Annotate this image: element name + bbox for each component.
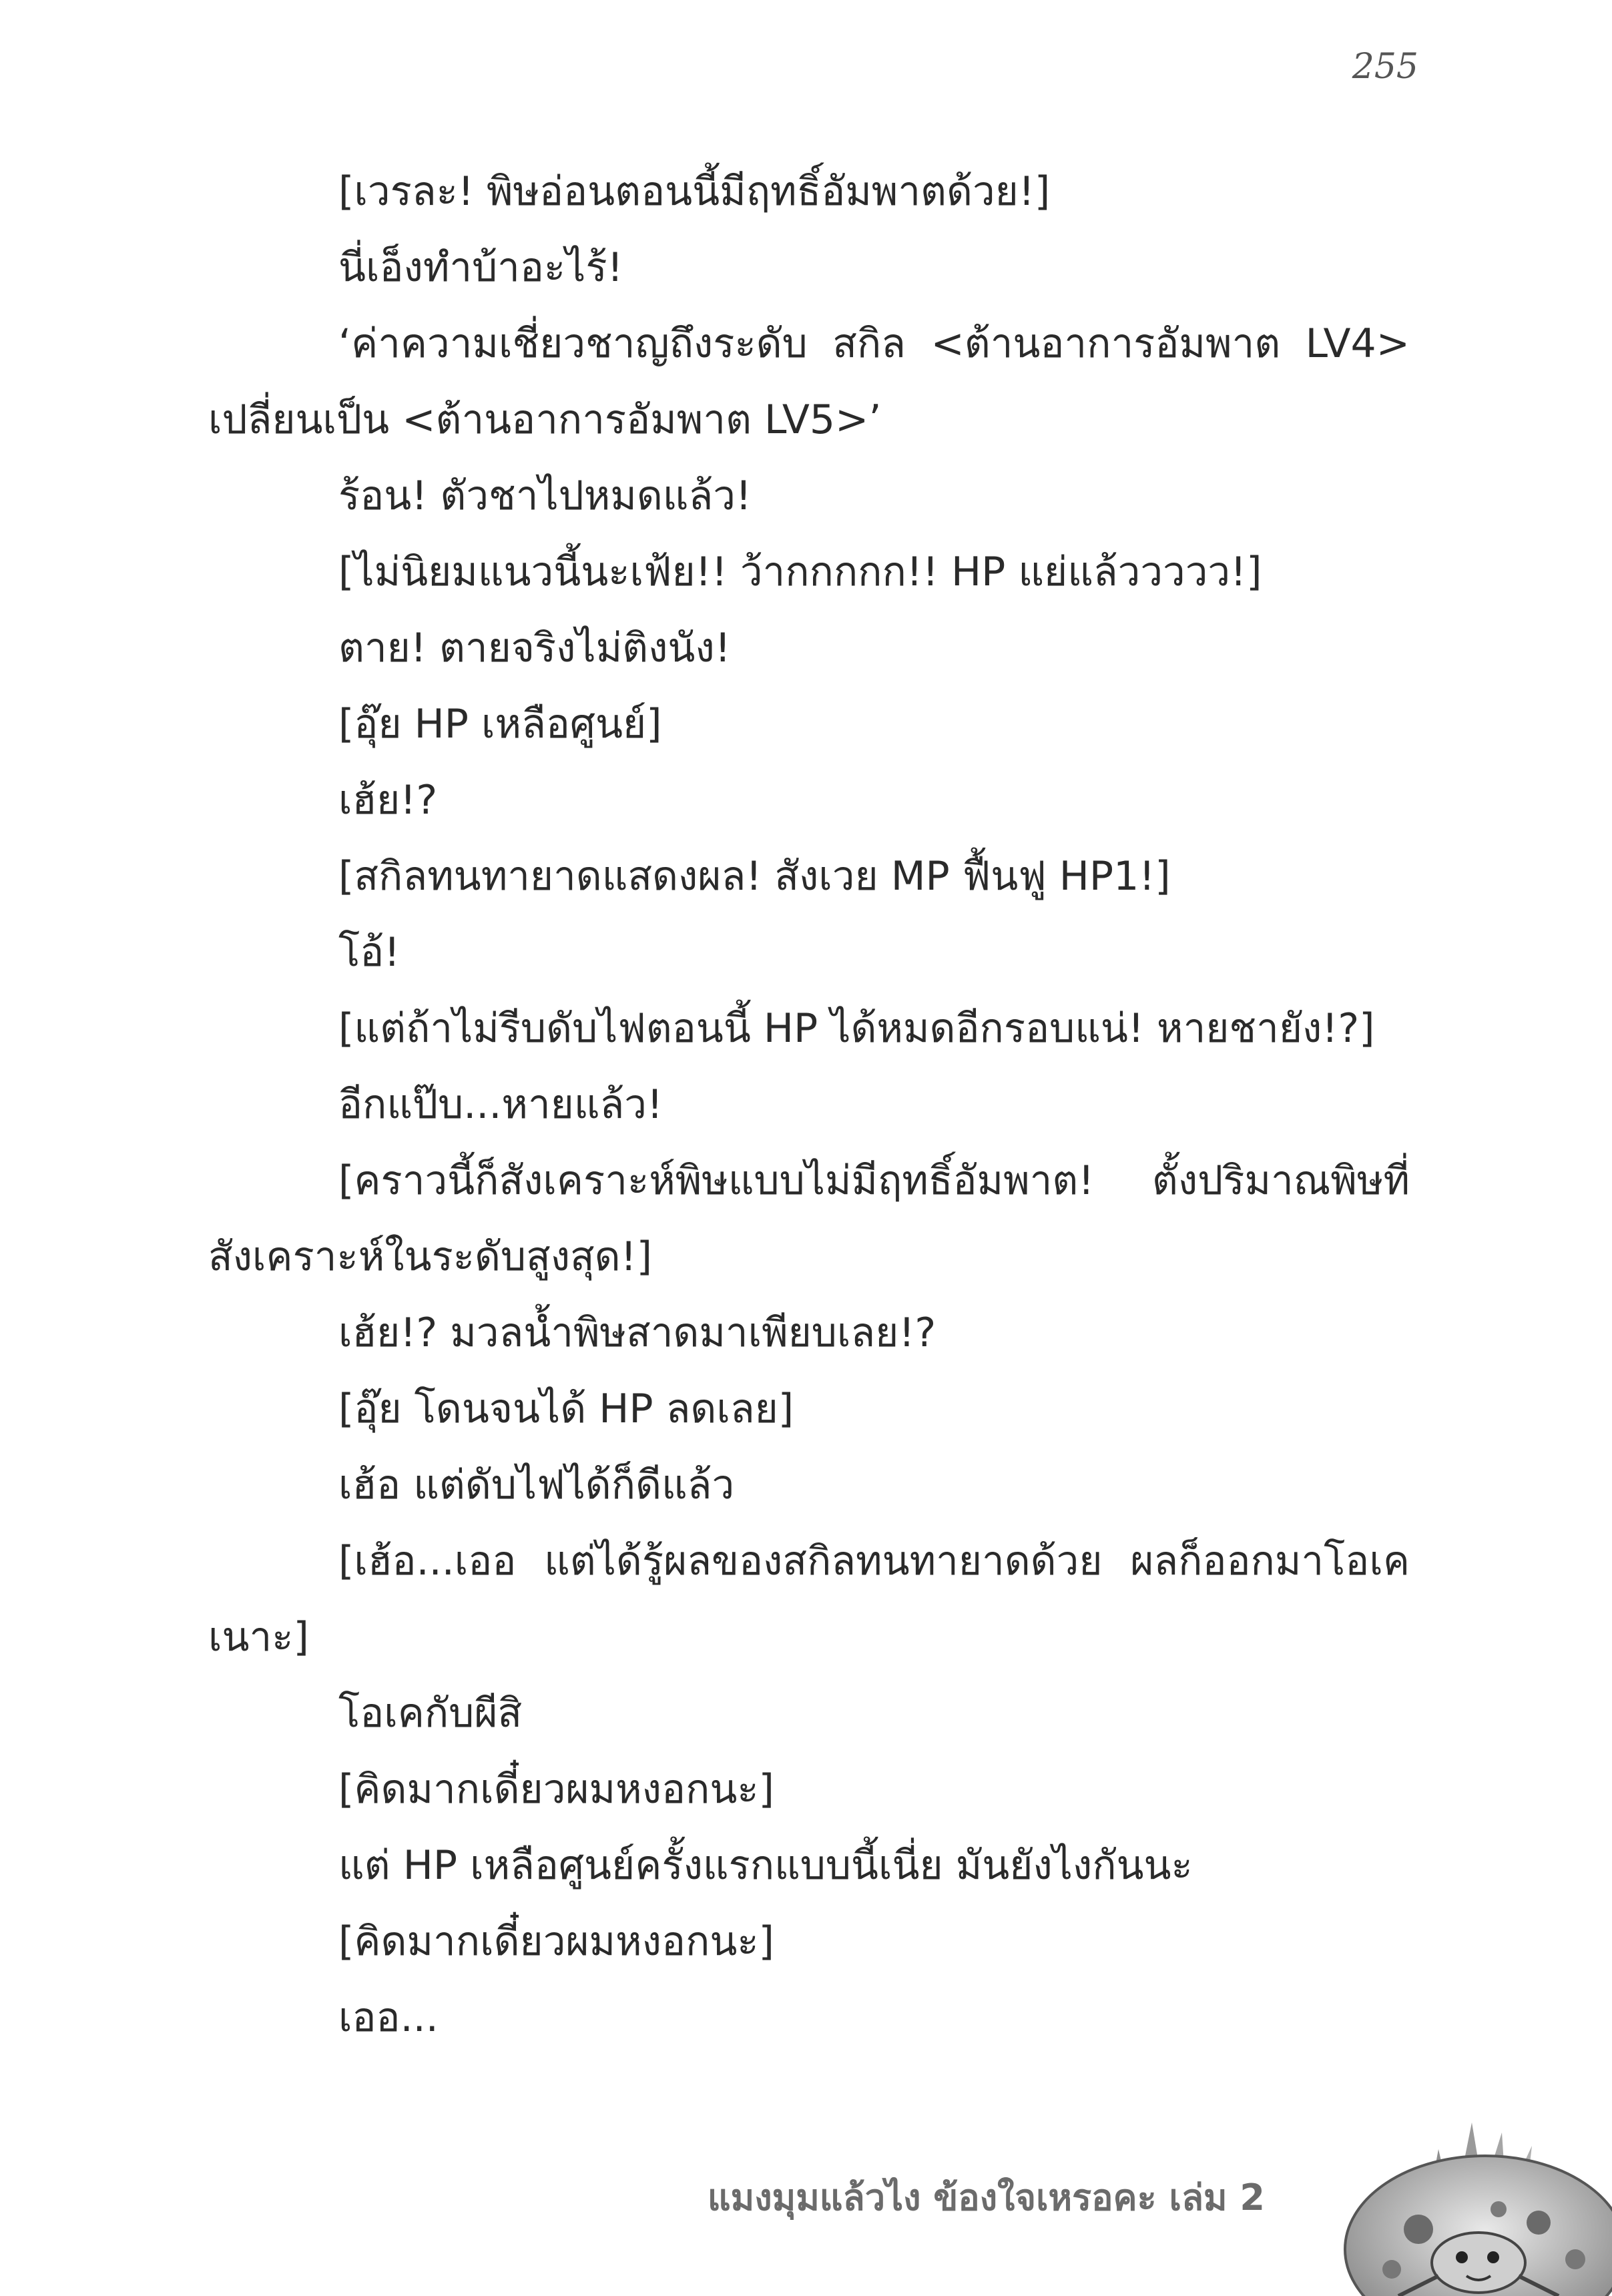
paragraph: เฮ้ย!? มวลน้ำพิษสาดมาเพียบเลย!? [338, 1310, 936, 1356]
paragraph: ‘ค่าความเชี่ยวชาญถึงระดับ สกิล <ต้านอาการอัมพาต LV4> เปลี่ยนเป็น <ต้านอาการอัมพาต LV5>’ [208, 320, 1410, 443]
paragraph: ร้อน! ตัวชาไปหมดแล้ว! [338, 473, 752, 519]
paragraph: โอเคกับผีสิ [338, 1690, 523, 1737]
paragraph: [คิดมากเดี๋ยวผมหงอกนะ] [338, 1766, 774, 1813]
paragraph: ตาย! ตายจริงไม่ติงนัง! [338, 625, 731, 671]
paragraph: [อุ๊ย โดนจนได้ HP ลดเลย] [338, 1386, 794, 1432]
paragraph: [เฮ้อ...เออ แต่ได้รู้ผลของสกิลทนทายาดด้วย ผลก็ออกมาโอเคเนาะ] [208, 1538, 1410, 1661]
paragraph: [คราวนี้ก็สังเคราะห์พิษแบบไม่มีฤทธิ์อัมพาต! ตั้งปริมาณพิษที่สังเคราะห์ในระดับสูงสุด!] [208, 1157, 1410, 1280]
paragraph: เฮ้อ แต่ดับไฟได้ก็ดีแล้ว [338, 1462, 735, 1508]
book-title-footer: แมงมุมแล้วไง ข้องใจเหรอคะ เล่ม 2 [707, 2177, 1265, 2219]
paragraph: [เวรละ! พิษอ่อนตอนนี้มีฤทธิ์อัมพาตด้วย!] [338, 168, 1051, 215]
paragraph: โอ้! [338, 929, 400, 976]
paragraph: นี่เอ็งทำบ้าอะไร้! [338, 244, 623, 291]
paragraph: อีกแป๊บ...หายแล้ว! [338, 1081, 663, 1128]
spider-egg-creature-icon [1318, 2109, 1612, 2296]
paragraph: เฮ้ย!? [338, 777, 438, 824]
paragraph: [คิดมากเดี๋ยวผมหงอกนะ] [338, 1918, 774, 1965]
paragraph: [แต่ถ้าไม่รีบดับไฟตอนนี้ HP ได้หมดอีกรอบแน่! หายชายัง!?] [338, 1005, 1375, 1052]
paragraph: [ไม่นิยมแนวนี้นะเฟ้ย!! ว้ากกกกก!! HP แย่แล้ววววว!] [338, 549, 1262, 595]
story-text [208, 154, 1410, 2056]
paragraph: แต่ HP เหลือศูนย์ครั้งแรกแบบนี้เนี่ย มันยังไงกันนะ [338, 1842, 1193, 1889]
paragraph: [สกิลทนทายาดแสดงผล! สังเวย MP ฟื้นฟู HP1!] [338, 853, 1171, 900]
paragraph: เออ... [338, 1994, 439, 2041]
paragraph: [อุ๊ย HP เหลือศูนย์] [338, 701, 662, 748]
page-number: 255 [1352, 47, 1418, 87]
